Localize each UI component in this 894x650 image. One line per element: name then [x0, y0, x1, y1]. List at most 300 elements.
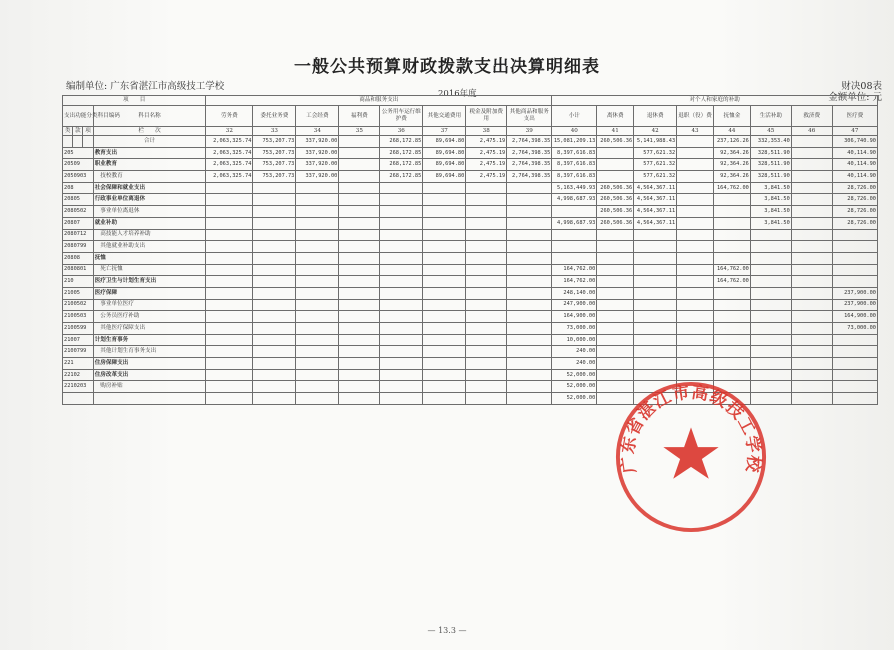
table-row [63, 334, 878, 346]
table-row [63, 229, 878, 241]
amount-cell [597, 299, 634, 311]
row-name: 住房改革支出 [93, 369, 206, 381]
amount-cell: 164,762.00 [713, 276, 750, 288]
amount-cell [597, 147, 634, 159]
amount-cell [296, 229, 339, 241]
amount-cell [713, 241, 750, 253]
amount-cell [380, 299, 423, 311]
amount-cell: 40,114.90 [832, 171, 877, 183]
amount-cell: 753,207.73 [253, 136, 296, 148]
amount-cell [507, 182, 552, 194]
amount-cell: 92,364.26 [713, 171, 750, 183]
column-number: 42 [634, 127, 677, 136]
amount-cell [296, 182, 339, 194]
amount-cell [507, 369, 552, 381]
row-code: 21005 [63, 287, 94, 299]
amount-cell [750, 229, 791, 241]
amount-cell: 260,506.36 [597, 206, 634, 218]
amount-cell [206, 381, 253, 393]
amount-cell: 4,564,367.11 [634, 206, 677, 218]
amount-cell [296, 299, 339, 311]
row-name: 住房保障支出 [93, 358, 206, 370]
amount-cell: 2,764,398.35 [507, 147, 552, 159]
amount-cell: 753,207.73 [253, 147, 296, 159]
amount-cell [791, 217, 832, 229]
row-name: 计划生育事务 [93, 334, 206, 346]
amount-cell [552, 229, 597, 241]
amount-cell: 164,900.00 [832, 311, 877, 323]
amount-cell: 40,114.90 [832, 159, 877, 171]
amount-cell: 4,564,367.11 [634, 182, 677, 194]
amount-cell [253, 182, 296, 194]
amount-cell [296, 217, 339, 229]
table-row [63, 311, 878, 323]
row-code: 2080502 [63, 206, 94, 218]
header-row [63, 96, 878, 106]
column-number: 43 [677, 127, 714, 136]
amount-cell: 247,900.00 [552, 299, 597, 311]
row-name: 公务员医疗补助 [93, 311, 206, 323]
amount-cell [507, 194, 552, 206]
amount-cell: 3,841.50 [750, 194, 791, 206]
table-row [63, 323, 878, 335]
amount-cell: 5,163,449.93 [552, 182, 597, 194]
header-row [63, 127, 878, 136]
amount-cell: 28,726.00 [832, 206, 877, 218]
amount-cell [750, 264, 791, 276]
column-header: 生活补助 [750, 106, 791, 127]
table-row [63, 206, 878, 218]
amount-cell [713, 252, 750, 264]
amount-cell: 89,694.80 [423, 159, 466, 171]
amount-cell: 2,063,325.74 [206, 159, 253, 171]
amount-cell [339, 381, 380, 393]
header-code: 支出功能分类科目编码 [63, 106, 94, 127]
amount-cell [713, 287, 750, 299]
amount-cell [423, 334, 466, 346]
amount-cell: 753,207.73 [253, 171, 296, 183]
amount-cell [634, 299, 677, 311]
amount-cell [832, 346, 877, 358]
header-name: 科目名称 [93, 106, 206, 127]
amount-cell [791, 381, 832, 393]
amount-cell [634, 323, 677, 335]
amount-cell [339, 182, 380, 194]
amount-cell [423, 182, 466, 194]
column-header: 工会经费 [296, 106, 339, 127]
amount-cell [206, 299, 253, 311]
amount-cell [339, 147, 380, 159]
amount-cell [253, 194, 296, 206]
amount-cell [507, 252, 552, 264]
budget-table [62, 95, 878, 405]
amount-cell [380, 323, 423, 335]
amount-cell: 3,841.50 [750, 217, 791, 229]
amount-cell [791, 369, 832, 381]
column-header: 救济费 [791, 106, 832, 127]
amount-cell: 28,726.00 [832, 182, 877, 194]
amount-cell: 237,900.00 [832, 299, 877, 311]
amount-cell [466, 393, 507, 405]
row-code: 21007 [63, 334, 94, 346]
amount-cell [750, 358, 791, 370]
amount-cell [339, 194, 380, 206]
amount-cell [339, 358, 380, 370]
amount-cell: 52,000.00 [552, 369, 597, 381]
amount-cell [466, 217, 507, 229]
column-number: 35 [339, 127, 380, 136]
amount-cell [677, 287, 714, 299]
amount-cell: 260,506.36 [597, 182, 634, 194]
amount-cell [253, 323, 296, 335]
amount-cell [791, 287, 832, 299]
amount-cell [206, 311, 253, 323]
amount-cell [597, 264, 634, 276]
column-header: 福利费 [339, 106, 380, 127]
amount-cell [296, 346, 339, 358]
header-level: 类 [63, 127, 73, 136]
amount-cell: 89,694.80 [423, 147, 466, 159]
row-code: 2100799 [63, 346, 94, 358]
amount-cell [713, 194, 750, 206]
amount-cell [296, 241, 339, 253]
row-name: 医疗卫生与计划生育支出 [93, 276, 206, 288]
amount-cell [296, 334, 339, 346]
header-level: 项 [83, 127, 93, 136]
row-name: 其他医疗保障支出 [93, 323, 206, 335]
amount-cell [507, 381, 552, 393]
amount-cell: 73,000.00 [832, 323, 877, 335]
amount-cell [713, 229, 750, 241]
amount-cell [507, 358, 552, 370]
amount-cell: 28,726.00 [832, 194, 877, 206]
row-code: 2080801 [63, 264, 94, 276]
amount-cell [634, 252, 677, 264]
amount-cell [791, 241, 832, 253]
column-header: 公务用车运行维护费 [380, 106, 423, 127]
form-number: 财决08表 [841, 81, 882, 92]
amount-cell: 73,000.00 [552, 323, 597, 335]
amount-cell: 89,694.80 [423, 136, 466, 148]
amount-cell [713, 217, 750, 229]
amount-cell [253, 252, 296, 264]
table-row [63, 136, 878, 148]
amount-cell [296, 287, 339, 299]
amount-cell [253, 334, 296, 346]
amount-cell [750, 323, 791, 335]
amount-cell: 753,207.73 [253, 159, 296, 171]
amount-cell [552, 241, 597, 253]
amount-cell [206, 323, 253, 335]
amount-cell [597, 346, 634, 358]
amount-cell [466, 299, 507, 311]
row-code: 2080799 [63, 241, 94, 253]
amount-cell [750, 287, 791, 299]
amount-cell [713, 358, 750, 370]
amount-cell [339, 369, 380, 381]
amount-cell [634, 358, 677, 370]
amount-cell [423, 264, 466, 276]
amount-cell [253, 287, 296, 299]
amount-cell: 268,172.85 [380, 147, 423, 159]
amount-cell [750, 346, 791, 358]
amount-cell [253, 299, 296, 311]
amount-cell [380, 346, 423, 358]
amount-cell [206, 393, 253, 405]
amount-cell [380, 182, 423, 194]
amount-cell [597, 229, 634, 241]
amount-cell: 15,081,209.13 [552, 136, 597, 148]
amount-cell: 8,397,616.83 [552, 171, 597, 183]
amount-cell [253, 311, 296, 323]
column-header: 税金及附加费用 [466, 106, 507, 127]
amount-cell: 328,511.90 [750, 159, 791, 171]
amount-cell: 52,000.00 [552, 393, 597, 405]
amount-cell [634, 241, 677, 253]
amount-cell [677, 206, 714, 218]
amount-cell [466, 381, 507, 393]
amount-cell [380, 206, 423, 218]
amount-cell [466, 252, 507, 264]
fiscal-year: 2016年度 [438, 89, 477, 99]
row-name: 就业补助 [93, 217, 206, 229]
amount-cell [713, 334, 750, 346]
amount-cell [296, 276, 339, 288]
amount-cell [339, 206, 380, 218]
amount-cell: 577,621.32 [634, 171, 677, 183]
amount-cell: 2,063,325.74 [206, 147, 253, 159]
row-name: 购房补贴 [93, 381, 206, 393]
amount-cell [206, 276, 253, 288]
amount-cell [466, 323, 507, 335]
column-number: 37 [423, 127, 466, 136]
amount-cell [206, 287, 253, 299]
amount-cell: 3,841.50 [750, 206, 791, 218]
row-code: 22102 [63, 369, 94, 381]
amount-cell [296, 311, 339, 323]
table-row [63, 217, 878, 229]
amount-cell [507, 311, 552, 323]
amount-cell: 337,920.00 [296, 171, 339, 183]
amount-cell [466, 346, 507, 358]
amount-cell [677, 334, 714, 346]
amount-cell [832, 393, 877, 405]
amount-cell [597, 276, 634, 288]
amount-cell [296, 381, 339, 393]
amount-cell [713, 323, 750, 335]
table-row [63, 276, 878, 288]
amount-cell [791, 252, 832, 264]
table-row [63, 346, 878, 358]
amount-cell: 92,364.26 [713, 159, 750, 171]
row-code: 2100502 [63, 299, 94, 311]
amount-cell [339, 299, 380, 311]
amount-cell [423, 276, 466, 288]
column-number: 33 [253, 127, 296, 136]
column-number: 38 [466, 127, 507, 136]
amount-cell [677, 358, 714, 370]
row-name: 事业单位离退休 [93, 206, 206, 218]
amount-cell [423, 252, 466, 264]
amount-cell [597, 171, 634, 183]
amount-cell [750, 252, 791, 264]
amount-cell: 268,172.85 [380, 159, 423, 171]
amount-cell [423, 241, 466, 253]
column-header: 劳务费 [206, 106, 253, 127]
amount-cell [380, 194, 423, 206]
amount-cell [597, 358, 634, 370]
column-number: 36 [380, 127, 423, 136]
amount-cell: 164,900.00 [552, 311, 597, 323]
amount-cell [791, 358, 832, 370]
amount-cell [423, 323, 466, 335]
amount-cell: 2,475.19 [466, 159, 507, 171]
amount-cell [339, 217, 380, 229]
amount-cell [253, 206, 296, 218]
amount-cell [423, 346, 466, 358]
amount-cell [206, 194, 253, 206]
budget-table-wrapper [62, 95, 878, 405]
row-code: 2080712 [63, 229, 94, 241]
amount-cell [339, 311, 380, 323]
amount-cell: 164,762.00 [552, 264, 597, 276]
amount-cell [423, 311, 466, 323]
amount-cell [713, 311, 750, 323]
row-name: 死亡抚恤 [93, 264, 206, 276]
amount-cell [507, 241, 552, 253]
amount-cell [380, 217, 423, 229]
amount-cell [253, 241, 296, 253]
amount-cell [339, 276, 380, 288]
amount-cell [597, 323, 634, 335]
amount-cell [507, 287, 552, 299]
amount-cell [206, 252, 253, 264]
amount-cell [634, 229, 677, 241]
amount-cell [750, 276, 791, 288]
amount-cell [597, 311, 634, 323]
amount-cell [253, 393, 296, 405]
amount-cell [296, 264, 339, 276]
row-name: 高技能人才培养补助 [93, 229, 206, 241]
column-number: 34 [296, 127, 339, 136]
amount-cell [634, 311, 677, 323]
amount-cell [380, 381, 423, 393]
amount-cell [253, 264, 296, 276]
header-group-personal-subsidy: 对个人和家庭的补助 [552, 96, 878, 106]
row-code: 2210203 [63, 381, 94, 393]
amount-cell [750, 299, 791, 311]
amount-cell [507, 217, 552, 229]
amount-cell [677, 194, 714, 206]
amount-cell: 237,126.26 [713, 136, 750, 148]
compiling-unit: 编制单位: 广东省湛江市高级技工学校 [66, 81, 225, 92]
amount-cell [597, 252, 634, 264]
amount-cell [466, 276, 507, 288]
amount-cell [597, 287, 634, 299]
amount-cell [832, 229, 877, 241]
amount-cell [466, 358, 507, 370]
amount-cell: 89,694.80 [423, 171, 466, 183]
amount-cell [791, 334, 832, 346]
amount-cell [634, 276, 677, 288]
amount-cell [206, 358, 253, 370]
table-row [63, 299, 878, 311]
amount-cell [339, 159, 380, 171]
column-header: 其他交通费用 [423, 106, 466, 127]
amount-cell [634, 334, 677, 346]
amount-cell: 40,114.90 [832, 147, 877, 159]
amount-cell [713, 299, 750, 311]
amount-cell [832, 369, 877, 381]
column-header: 小计 [552, 106, 597, 127]
amount-cell [466, 229, 507, 241]
table-row [63, 287, 878, 299]
amount-cell [206, 334, 253, 346]
column-number: 39 [507, 127, 552, 136]
amount-cell [677, 264, 714, 276]
amount-cell [339, 346, 380, 358]
amount-cell [206, 369, 253, 381]
column-number: 46 [791, 127, 832, 136]
amount-cell [677, 311, 714, 323]
amount-cell: 260,506.36 [597, 136, 634, 148]
amount-cell [339, 252, 380, 264]
amount-cell: 2,475.19 [466, 136, 507, 148]
amount-cell [791, 136, 832, 148]
code-cell [73, 136, 83, 148]
amount-cell: 337,920.00 [296, 147, 339, 159]
header-row-label: 栏 次 [93, 127, 206, 136]
amount-cell [791, 311, 832, 323]
amount-cell [791, 276, 832, 288]
amount-cell: 240.00 [552, 358, 597, 370]
table-row [63, 147, 878, 159]
amount-cell [597, 334, 634, 346]
amount-cell [380, 229, 423, 241]
amount-cell: 2,764,398.35 [507, 136, 552, 148]
row-name: 教育支出 [93, 147, 206, 159]
amount-cell [253, 381, 296, 393]
column-number: 44 [713, 127, 750, 136]
row-name: 社会保障和就业支出 [93, 182, 206, 194]
amount-cell: 52,000.00 [552, 381, 597, 393]
row-code: 208 [63, 182, 94, 194]
amount-cell [206, 346, 253, 358]
table-row [63, 264, 878, 276]
official-seal [612, 378, 770, 536]
amount-cell [296, 393, 339, 405]
amount-cell [339, 323, 380, 335]
amount-cell [206, 217, 253, 229]
amount-cell [832, 358, 877, 370]
table-row [63, 358, 878, 370]
column-header: 退休费 [634, 106, 677, 127]
amount-cell: 2,764,398.35 [507, 171, 552, 183]
row-code: 205 [63, 147, 94, 159]
amount-cell [791, 299, 832, 311]
amount-cell [253, 229, 296, 241]
amount-cell [791, 346, 832, 358]
row-name: 医疗保障 [93, 287, 206, 299]
amount-cell: 248,140.00 [552, 287, 597, 299]
amount-cell [423, 287, 466, 299]
amount-cell: 328,511.90 [750, 171, 791, 183]
amount-cell [832, 381, 877, 393]
amount-cell [339, 334, 380, 346]
amount-cell [380, 241, 423, 253]
amount-cell [677, 252, 714, 264]
amount-cell [206, 182, 253, 194]
